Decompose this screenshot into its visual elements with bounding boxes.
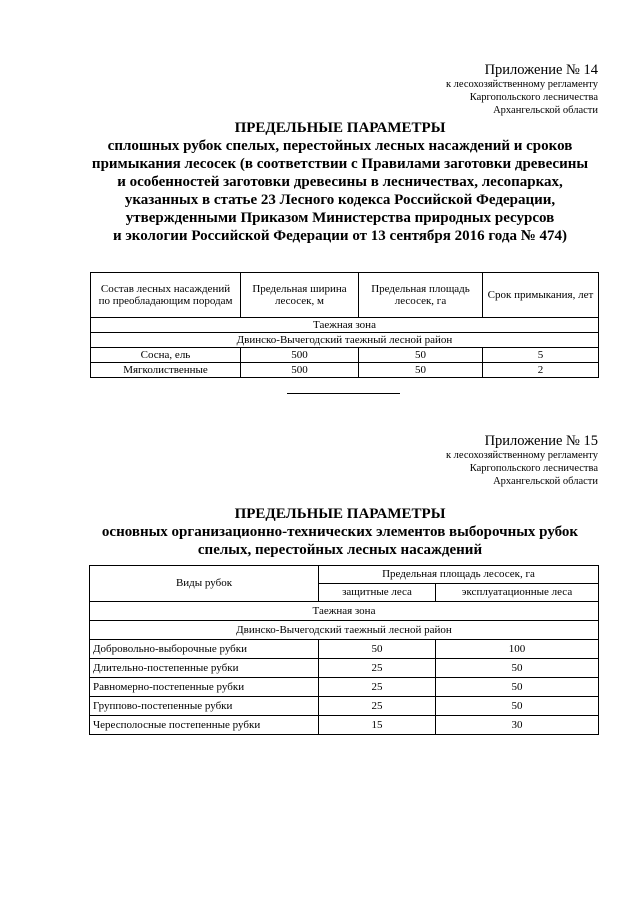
table-cell: Группово-постепенные рубки <box>90 697 319 716</box>
table-cell: 50 <box>436 697 599 716</box>
table-row <box>90 659 599 678</box>
table-cell: 5 <box>483 348 599 363</box>
table-cell: Добровольно-выборочные рубки <box>90 640 319 659</box>
table-14-header-row <box>91 273 599 318</box>
title-15-line: основных организационно-технических элементов выборочных рубок <box>101 524 579 540</box>
table-cell: Сосна, ель <box>91 348 241 363</box>
table-cell: 2 <box>483 363 599 378</box>
table-cell: 25 <box>319 697 436 716</box>
table-cell: 500 <box>241 363 359 378</box>
appendix-14-number: Приложение № 14 <box>484 62 598 78</box>
table-15-zone-row <box>90 602 599 621</box>
table-14 <box>90 272 599 378</box>
title-15-main: ПРЕДЕЛЬНЫЕ ПАРАМЕТРЫ <box>234 506 446 522</box>
table-15-region: Двинско-Вычегодский таежный лесной район <box>90 621 599 640</box>
title-14-line: сплошных рубок спелых, перестойных лесных насаждений и сроков <box>107 138 573 154</box>
table-14-region: Двинско-Вычегодский таежный лесной район <box>91 333 599 348</box>
appendix-15-line: Каргопольского лесничества <box>469 463 598 474</box>
table-14-header-cell: Срок примыкания, лет <box>483 273 599 318</box>
table-row <box>90 716 599 735</box>
table-cell: Мягколиственные <box>91 363 241 378</box>
table-cell: 30 <box>436 716 599 735</box>
table-row <box>90 640 599 659</box>
appendix-15-line: Архангельской области <box>493 476 598 487</box>
appendix-15-header <box>446 433 598 488</box>
table-15-header-area: Предельная площадь лесосек, га <box>319 566 599 584</box>
title-15-line: спелых, перестойных лесных насаждений <box>197 542 483 558</box>
table-14-header-cell: Предельная площадь лесосек, га <box>359 273 483 318</box>
table-row <box>91 348 599 363</box>
table-14-region-row <box>91 333 599 348</box>
table-cell: Длительно-постепенные рубки <box>90 659 319 678</box>
table-cell: 50 <box>436 678 599 697</box>
title-14-line: примыкания лесосек (в соответствии с Правилами заготовки древесины <box>91 156 589 172</box>
table-row <box>91 363 599 378</box>
title-14-main: ПРЕДЕЛЬНЫЕ ПАРАМЕТРЫ <box>234 120 446 136</box>
table-14-header-cell: Предельная ширина лесосек, м <box>241 273 359 318</box>
table-cell: Равномерно-постепенные рубки <box>90 678 319 697</box>
table-cell: 25 <box>319 659 436 678</box>
table-cell: 25 <box>319 678 436 697</box>
table-cell: 50 <box>436 659 599 678</box>
title-14-line: и экологии Российской Федерации от 13 сентября 2016 года № 474) <box>112 228 568 244</box>
table-cell: Чересполосные постепенные рубки <box>90 716 319 735</box>
table-cell: 100 <box>436 640 599 659</box>
table-14-zone-row <box>91 318 599 333</box>
appendix-15-number: Приложение № 15 <box>484 433 598 449</box>
title-14-line: утвержденными Приказом Министерства природных ресурсов <box>125 210 555 226</box>
title-14-line: указанных в статье 23 Лесного кодекса Российской Федерации, <box>124 192 556 208</box>
table-cell: 500 <box>241 348 359 363</box>
table-cell: 50 <box>359 363 483 378</box>
appendix-14-line: Каргопольского лесничества <box>469 92 598 103</box>
table-14-header-cell: Состав лесных насаждений по преобладающим породам <box>91 273 241 318</box>
table-row <box>90 678 599 697</box>
title-14 <box>60 119 620 245</box>
appendix-14-header <box>446 62 598 117</box>
title-14-line: и особенностей заготовки древесины в лесничествах, лесопарках, <box>117 174 563 190</box>
table-row <box>90 697 599 716</box>
appendix-14-line: Архангельской области <box>493 105 598 116</box>
table-15-header-kind: Виды рубок <box>90 566 319 602</box>
table-14-zone: Таежная зона <box>91 318 599 333</box>
table-15-region-row <box>90 621 599 640</box>
section-divider <box>287 393 400 394</box>
appendix-14-line: к лесохозяйственному регламенту <box>445 79 598 90</box>
table-15-header-operational: эксплуатационные леса <box>436 584 599 602</box>
table-15-header-row <box>90 566 599 584</box>
table-cell: 50 <box>359 348 483 363</box>
appendix-15-line: к лесохозяйственному регламенту <box>445 450 598 461</box>
table-cell: 15 <box>319 716 436 735</box>
table-cell: 50 <box>319 640 436 659</box>
table-15 <box>89 565 599 735</box>
title-15 <box>60 505 620 559</box>
table-15-zone: Таежная зона <box>90 602 599 621</box>
table-15-header-protective: защитные леса <box>319 584 436 602</box>
